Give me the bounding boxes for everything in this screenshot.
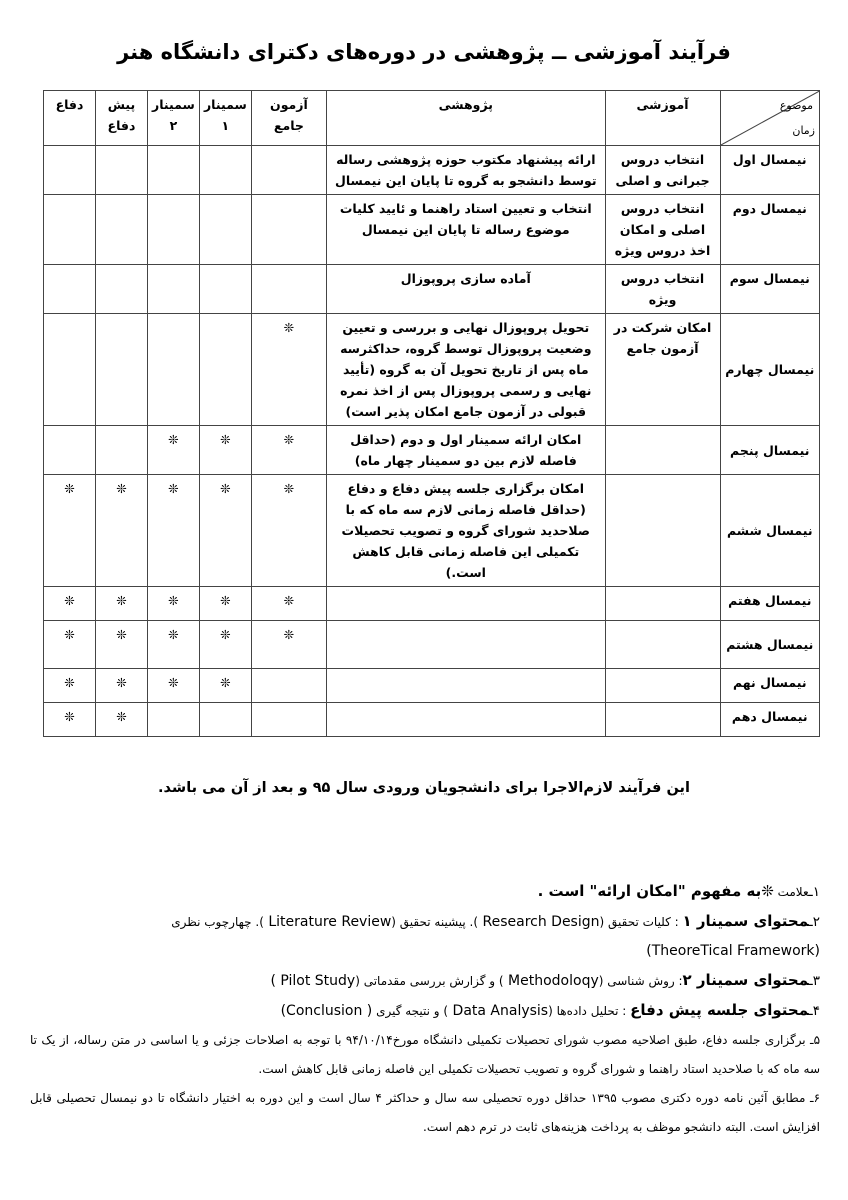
education-cell bbox=[605, 669, 720, 703]
asterisk-icon: ❊ bbox=[220, 593, 231, 608]
mark-cell-seminar-2 bbox=[147, 146, 199, 195]
mark-cell-pre-defense bbox=[95, 475, 147, 587]
footnote-3 bbox=[30, 966, 820, 996]
semester-cell: نیمسال هشتم bbox=[720, 621, 819, 669]
asterisk-icon: ❊ bbox=[220, 481, 231, 496]
mark-cell-pre-defense bbox=[95, 703, 147, 737]
mark-cell-comprehensive-exam bbox=[251, 703, 326, 737]
mark-cell-seminar-1 bbox=[199, 587, 251, 621]
table-row bbox=[44, 703, 820, 737]
mark-cell-comprehensive-exam bbox=[251, 314, 326, 426]
table-row bbox=[44, 669, 820, 703]
table-row bbox=[44, 146, 820, 195]
process-table bbox=[43, 90, 820, 737]
table-row bbox=[44, 195, 820, 265]
mark-cell-defense bbox=[44, 587, 96, 621]
footnote-english-term: (TheoreTical Framework) bbox=[646, 943, 820, 959]
semester-cell: نیمسال دوم bbox=[720, 195, 819, 265]
footnote-1 bbox=[30, 877, 820, 907]
mark-cell-seminar-2 bbox=[147, 426, 199, 475]
asterisk-icon: ❊ bbox=[64, 593, 75, 608]
mark-cell-comprehensive-exam bbox=[251, 621, 326, 669]
research-cell: آماده سازی پروپوزال bbox=[327, 265, 606, 314]
asterisk-icon: ❊ bbox=[168, 593, 179, 608]
footnote-text: : کلیات تحقیق ( bbox=[599, 915, 683, 929]
mark-cell-seminar-2 bbox=[147, 703, 199, 737]
header-defense: دفاع bbox=[44, 91, 96, 146]
footnote-5: ۵ـ برگزاری جلسه دفاع، طبق اصلاحیه مصوب شورای تحصیلات تکمیلی دانشگاه مورخ۹۴/۱۰/۱۴ با توجه به اصلاحات جزئی و یا اساسی در متن رساله، از یک تا سه ماه که با صلاحدید استاد راهنما و شورای گروه و تصویب تحصیلات تکمیلی این فاصله زمانی قابل کاهش است. bbox=[30, 1033, 821, 1076]
mark-cell-seminar-2 bbox=[147, 669, 199, 703]
mark-cell-defense bbox=[44, 426, 96, 475]
mark-cell-seminar-1 bbox=[199, 669, 251, 703]
header-comprehensive-exam: آزمون جامع bbox=[251, 91, 326, 146]
education-cell bbox=[605, 587, 720, 621]
education-cell: انتخاب دروس اصلی و امکان اخذ دروس ویژه bbox=[605, 195, 720, 265]
mark-cell-comprehensive-exam bbox=[251, 195, 326, 265]
asterisk-icon: ❊ bbox=[64, 675, 75, 690]
mark-cell-seminar-2 bbox=[147, 475, 199, 587]
table-row bbox=[44, 587, 820, 621]
asterisk-icon: ❊ bbox=[220, 627, 231, 642]
mark-cell-seminar-1 bbox=[199, 146, 251, 195]
research-cell bbox=[327, 621, 606, 669]
research-cell bbox=[327, 587, 606, 621]
mark-cell-seminar-1 bbox=[199, 426, 251, 475]
footnote-6: ۶ـ مطابق آئین نامه دوره دکتری مصوب ۱۳۹۵ حداقل دوره تحصیلی سه سال و حداکثر ۴ سال است و این دوره به اختیار دانشگاه تا دو نیمسال تحصیلی قابل افزایش است. البته دانشجو موظف به پرداخت هزینه‌های ثابت در ترم دهم است. bbox=[30, 1091, 821, 1134]
education-cell bbox=[605, 426, 720, 475]
asterisk-icon: ❊ bbox=[116, 481, 127, 496]
asterisk-icon: ❊ bbox=[283, 627, 295, 642]
education-cell bbox=[605, 703, 720, 737]
research-cell: امکان برگزاری جلسه پیش دفاع و دفاع (حداقل فاصله زمانی لازم سه ماه که با صلاحدید شورای گروه و تصویب تحصیلات تکمیلی این فاصله زمانی قابل کاهش است.) bbox=[327, 475, 606, 587]
asterisk-icon: ❊ bbox=[283, 593, 295, 608]
mark-cell-comprehensive-exam bbox=[251, 587, 326, 621]
education-cell: انتخاب دروس ویژه bbox=[605, 265, 720, 314]
mark-cell-seminar-2 bbox=[147, 265, 199, 314]
footnote-2 bbox=[30, 907, 820, 966]
mark-cell-seminar-1 bbox=[199, 314, 251, 426]
semester-cell: نیمسال پنجم bbox=[720, 426, 819, 475]
semester-cell: نیمسال ششم bbox=[720, 475, 819, 587]
semester-cell: نیمسال سوم bbox=[720, 265, 819, 314]
footnote-number: ۲ـ bbox=[808, 914, 820, 930]
mark-cell-pre-defense bbox=[95, 314, 147, 426]
asterisk-icon: ❊ bbox=[283, 481, 295, 496]
footnote-text: ) bbox=[270, 973, 276, 989]
mark-cell-comprehensive-exam bbox=[251, 146, 326, 195]
mark-cell-defense bbox=[44, 475, 96, 587]
asterisk-icon: ❊ bbox=[283, 432, 295, 447]
asterisk-icon: ❊ bbox=[168, 675, 179, 690]
header-pre-defense: پیش دفاع bbox=[95, 91, 147, 146]
footnote-english-term: (Conclusion ) bbox=[280, 1003, 373, 1019]
asterisk-icon: ❊ bbox=[168, 432, 179, 447]
footnote-text: ) و نتیجه گیری bbox=[372, 1004, 449, 1018]
corner-header bbox=[720, 91, 819, 146]
mark-cell-pre-defense bbox=[95, 195, 147, 265]
research-cell: ارائه پیشنهاد مکتوب حوزه پژوهشی رساله توسط دانشجو به گروه تا پایان این نیمسال bbox=[327, 146, 606, 195]
mark-cell-pre-defense bbox=[95, 265, 147, 314]
table-row bbox=[44, 621, 820, 669]
semester-cell: نیمسال نهم bbox=[720, 669, 819, 703]
education-cell bbox=[605, 475, 720, 587]
footnote-text: ) و گزارش بررسی مقدماتی ( bbox=[355, 974, 504, 988]
mark-cell-defense bbox=[44, 703, 96, 737]
footnote-4 bbox=[30, 996, 820, 1026]
asterisk-icon: ❊ bbox=[283, 320, 295, 335]
asterisk-icon: ❊ bbox=[116, 627, 127, 642]
mark-cell-defense bbox=[44, 669, 96, 703]
footnote-english-term: Research Design bbox=[478, 914, 600, 930]
asterisk-icon: ❊ bbox=[64, 709, 75, 724]
mark-cell-pre-defense bbox=[95, 146, 147, 195]
footnote-bold-text: ❊به مفهوم "امکان ارائه" است . bbox=[537, 882, 774, 900]
mark-cell-seminar-2 bbox=[147, 314, 199, 426]
footnote-english-term: Data Analysis bbox=[448, 1003, 549, 1019]
footnote-text: ). پیشینه تحقیق ( bbox=[391, 915, 479, 929]
mark-cell-seminar-1 bbox=[199, 265, 251, 314]
table-row bbox=[44, 475, 820, 587]
footnote-number: ۴ـ bbox=[808, 1003, 820, 1019]
footnote-number: ۱ـ bbox=[808, 884, 820, 900]
table-row bbox=[44, 426, 820, 475]
mark-cell-defense bbox=[44, 265, 96, 314]
header-edu: آموزشی bbox=[605, 91, 720, 146]
research-cell: امکان ارائه سمینار اول و دوم (حداقل فاصله لازم بین دو سمینار چهار ماه) bbox=[327, 426, 606, 475]
mark-cell-defense bbox=[44, 195, 96, 265]
asterisk-icon: ❊ bbox=[168, 627, 179, 642]
mark-cell-seminar-1 bbox=[199, 621, 251, 669]
asterisk-icon: ❊ bbox=[168, 481, 179, 496]
mark-cell-pre-defense bbox=[95, 669, 147, 703]
semester-cell: نیمسال هفتم bbox=[720, 587, 819, 621]
mark-cell-seminar-2 bbox=[147, 587, 199, 621]
applicability-note: این فرآیند لازم‌الاجرا برای دانشجویان ورودی سال ۹۵ و بعد از آن می باشد. bbox=[158, 780, 690, 796]
mark-cell-defense bbox=[44, 314, 96, 426]
mark-cell-seminar-1 bbox=[199, 475, 251, 587]
table-row bbox=[44, 265, 820, 314]
mark-cell-pre-defense bbox=[95, 426, 147, 475]
asterisk-icon: ❊ bbox=[64, 481, 75, 496]
mark-cell-comprehensive-exam bbox=[251, 475, 326, 587]
asterisk-icon: ❊ bbox=[220, 675, 231, 690]
research-cell bbox=[327, 669, 606, 703]
corner-topic-label: موضوع bbox=[779, 99, 813, 112]
education-cell bbox=[605, 621, 720, 669]
mark-cell-comprehensive-exam bbox=[251, 426, 326, 475]
header-row bbox=[44, 91, 820, 146]
asterisk-icon: ❊ bbox=[220, 432, 231, 447]
footnote-english-term: Methodoloqy bbox=[503, 973, 599, 989]
footnote-text: ). چهارچوب نظری bbox=[171, 915, 264, 929]
semester-cell: نیمسال دهم bbox=[720, 703, 819, 737]
document-title: فرآیند آموزشی ــ پژوهشی در دوره‌های دکترای دانشگاه هنر bbox=[117, 40, 731, 64]
education-cell: امکان شرکت در آزمون جامع bbox=[605, 314, 720, 426]
research-cell bbox=[327, 703, 606, 737]
footnote-text: : تحلیل داده‌ها ( bbox=[548, 1004, 631, 1018]
mark-cell-defense bbox=[44, 146, 96, 195]
footnote-bold-text: محتوای سمینار ۱ bbox=[682, 912, 809, 930]
table-row bbox=[44, 314, 820, 426]
mark-cell-pre-defense bbox=[95, 621, 147, 669]
mark-cell-pre-defense bbox=[95, 587, 147, 621]
mark-cell-comprehensive-exam bbox=[251, 669, 326, 703]
research-cell: تحویل پروپوزال نهایی و بررسی و تعیین وضعیت پروپوزال توسط گروه، حداکثرسه ماه پس از تاریخ تحویل آن به گروه (تأیید نهایی و رسمی پروپوزال پس از اخذ نمره قبولی در آزمون جامع امکان پذیر است) bbox=[327, 314, 606, 426]
footnote-english-term: Pilot Study bbox=[275, 973, 356, 989]
footnote-bold-text: محتوای جلسه پیش دفاع bbox=[630, 1001, 809, 1019]
mark-cell-seminar-1 bbox=[199, 703, 251, 737]
header-seminar-2: سمینار ۲ bbox=[147, 91, 199, 146]
semester-cell: نیمسال چهارم bbox=[720, 314, 819, 426]
asterisk-icon: ❊ bbox=[116, 593, 127, 608]
asterisk-icon: ❊ bbox=[64, 627, 75, 642]
asterisk-icon: ❊ bbox=[116, 675, 127, 690]
footnote-bold-text: محتوای سمینار ۲ bbox=[682, 971, 809, 989]
header-seminar-1: سمینار ۱ bbox=[199, 91, 251, 146]
footnote-number: ۳ـ bbox=[808, 973, 820, 989]
footnote-text: : روش شناسی ( bbox=[598, 974, 683, 988]
semester-cell: نیمسال اول bbox=[720, 146, 819, 195]
research-cell: انتخاب و تعیین استاد راهنما و ئایید کلیات موضوع رساله تا پایان این نیمسال bbox=[327, 195, 606, 265]
mark-cell-seminar-2 bbox=[147, 195, 199, 265]
footnotes bbox=[30, 877, 820, 1142]
mark-cell-comprehensive-exam bbox=[251, 265, 326, 314]
mark-cell-seminar-2 bbox=[147, 621, 199, 669]
header-research: پژوهشی bbox=[327, 91, 606, 146]
asterisk-icon: ❊ bbox=[116, 709, 127, 724]
education-cell: انتخاب دروس جبرانی و اصلی bbox=[605, 146, 720, 195]
corner-time-label: زمان bbox=[792, 124, 815, 137]
footnote-text: علامت bbox=[773, 885, 809, 899]
footnote-english-term: Literature Review bbox=[263, 914, 392, 930]
mark-cell-defense bbox=[44, 621, 96, 669]
mark-cell-seminar-1 bbox=[199, 195, 251, 265]
